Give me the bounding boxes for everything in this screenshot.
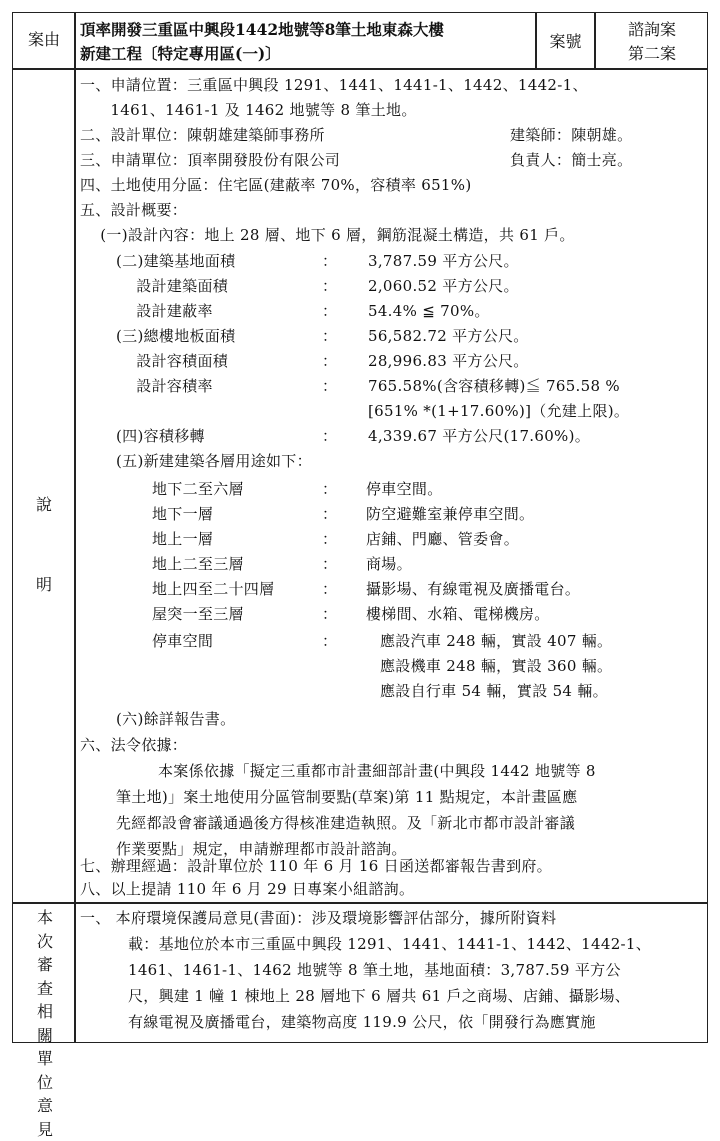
- floor-label: 地下二至六層: [152, 480, 244, 498]
- review-line: 一、 本府環境保護局意見(書面)：涉及環境影響評估部分，據所附資料: [80, 909, 557, 927]
- explain-label: 說: [36, 495, 55, 514]
- design-sep: ：: [322, 427, 338, 445]
- design-label: 設計容積率: [116, 377, 213, 395]
- floor-value: 攝影場、有線電視及廣播電台。: [366, 580, 581, 598]
- floor-label: 地下一層: [152, 505, 214, 523]
- law-line: 先經都設會審議通過後方得核准建造執照。及「新北市都市設計審議: [116, 814, 576, 832]
- floor-value: 應設汽車 248 輛，實設 407 輛。: [380, 632, 613, 650]
- design-value: 3,787.59 平方公尺。: [368, 252, 519, 270]
- design-label: 設計容積面積: [116, 352, 229, 370]
- floor-sep: ：: [322, 555, 338, 573]
- case-number-label: 案號: [549, 32, 582, 51]
- divider: [12, 902, 708, 904]
- floor-label: 停車空間: [152, 632, 214, 650]
- design-value: 765.58%(含容積移轉)≦ 765.58 %: [368, 377, 620, 395]
- case-number-value: 第二案: [627, 44, 676, 63]
- law-title: 六、法令依據：: [80, 736, 188, 754]
- floor-sep: ：: [322, 530, 338, 548]
- explain-label: 明: [36, 575, 55, 594]
- floor-value: 應設機車 248 輛，實設 360 輛。: [380, 657, 613, 675]
- design-label: (四)容積移轉: [116, 427, 205, 445]
- case-number-value: 諮詢案: [627, 20, 676, 39]
- floor-sep: ：: [322, 480, 338, 498]
- design-value: [651% *(1+17.60%)]（允建上限)。: [368, 402, 630, 420]
- design-sep: ：: [322, 327, 338, 345]
- law-line: 本案係依據「擬定三重都市計畫細部計畫(中興段 1442 地號等 8: [158, 762, 596, 780]
- design-value: 56,582.72 平方公尺。: [368, 327, 529, 345]
- floor-label: 地上二至三層: [152, 555, 244, 573]
- owner-note: 負責人：簡士亮。: [510, 151, 633, 169]
- design-sep: ：: [322, 352, 338, 370]
- floor-sep: ：: [322, 580, 338, 598]
- floor-label: 地上一層: [152, 530, 214, 548]
- case-title-line1: 頂率開發三重區中興段1442地號等8筆土地東森大樓: [80, 20, 444, 39]
- case-title-line2: 新建工程〔特定專用區(一)〕: [80, 44, 281, 63]
- floor-label: 地上四至二十四層: [152, 580, 275, 598]
- design-label: (二)建築基地面積: [116, 252, 236, 270]
- review-line: 尺，興建 1 幢 1 棟地上 28 層地下 6 層共 61 戶之商場、店鋪、攝影場、: [128, 987, 631, 1005]
- floor-sep: ：: [322, 505, 338, 523]
- floor-sep: ：: [322, 605, 338, 623]
- floor-use-title: (五)新建建築各層用途如下：: [116, 452, 312, 470]
- design-sep: ：: [322, 252, 338, 270]
- architect-note: 建築師：陳朝雄。: [510, 126, 633, 144]
- design-value: 2,060.52 平方公尺。: [368, 277, 519, 295]
- review-line: 載：基地位於本市三重區中興段 1291、1441、1441-1、1442、1442-1、: [128, 935, 652, 953]
- design-label: 設計建蔽率: [116, 302, 213, 320]
- design-sep: ：: [322, 302, 338, 320]
- law-line: 作業要點」規定，申請辦理都市設計諮詢。: [116, 840, 407, 858]
- design-value: 4,339.67 平方公尺(17.60%)。: [368, 427, 591, 445]
- floor-label: 屋突一至三層: [152, 605, 244, 623]
- item-six: (六)餘詳報告書。: [116, 710, 236, 728]
- floor-value: 店鋪、門廳、管委會。: [366, 530, 520, 548]
- text-line: 五、設計概要：: [80, 201, 188, 219]
- floor-value: 商場。: [366, 555, 412, 573]
- review-line: 有線電視及廣播電台，建築物高度 119.9 公尺，依「開發行為應實施: [128, 1013, 596, 1031]
- item-seven: 七、辦理經過：設計單位於 110 年 6 月 16 日函送都審報告書到府。: [80, 857, 552, 875]
- design-sep: ：: [322, 377, 338, 395]
- design-label: 設計建築面積: [116, 277, 229, 295]
- text-line: 三、申請單位：頂率開發股份有限公司: [80, 151, 341, 169]
- floor-sep: ：: [322, 632, 338, 650]
- design-value: 28,996.83 平方公尺。: [368, 352, 529, 370]
- floor-value: 應設自行車 54 輛，實設 54 輛。: [380, 682, 608, 700]
- text-line: 四、土地使用分區：住宅區(建蔽率 70%，容積率 651%): [80, 176, 472, 194]
- design-value: 54.4% ≦ 70%。: [368, 302, 490, 320]
- review-line: 1461、1461-1、1462 地號等 8 筆土地，基地面積：3,787.59 平方公: [128, 961, 621, 979]
- text-line: 一、申請位置：三重區中興段 1291、1441、1441-1、1442、1442-1、: [80, 76, 588, 94]
- law-line: 筆土地)」案土地使用分區管制要點(草案)第 11 點規定，本計畫區應: [116, 788, 578, 806]
- floor-value: 防空避難室兼停車空間。: [366, 505, 535, 523]
- text-line: (一)設計內容：地上 28 層、地下 6 層，鋼筋混凝土構造，共 61 戶。: [80, 226, 575, 244]
- case-label: 案由: [27, 30, 60, 49]
- review-label: 本次 審查 相關 單位 意見: [36, 908, 53, 1139]
- floor-value: 樓梯間、水箱、電梯機房。: [366, 605, 550, 623]
- text-line: 二、設計單位：陳朝雄建築師事務所: [80, 126, 325, 144]
- item-eight: 八、以上提請 110 年 6 月 29 日專案小組諮詢。: [80, 880, 415, 898]
- divider: [12, 68, 708, 70]
- text-line: 1461、1461-1 及 1462 地號等 8 筆土地。: [80, 101, 417, 119]
- divider: [74, 12, 76, 1043]
- design-sep: ：: [322, 277, 338, 295]
- floor-value: 停車空間。: [366, 480, 443, 498]
- design-label: (三)總樓地板面積: [116, 327, 236, 345]
